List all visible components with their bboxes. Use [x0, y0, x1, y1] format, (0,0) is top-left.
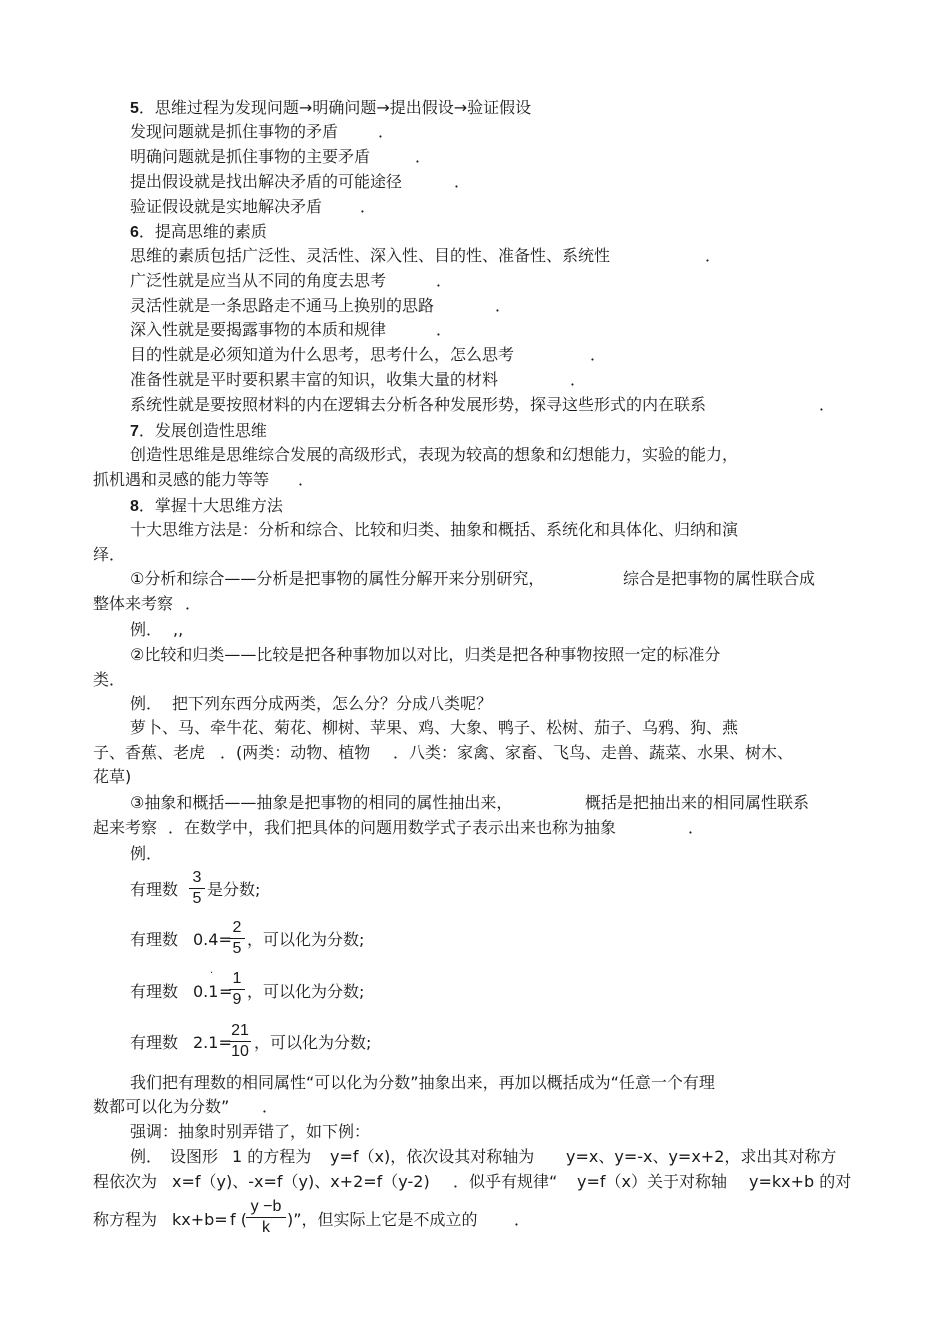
text-line: 创造性思维是思维综合发展的高级形式，表现为较高的想象和幻想能力，实验的能力， [130, 445, 739, 464]
text-line: 绎． [93, 545, 126, 564]
text-line: 目的性就是必须知道为什么思考，思考什么，怎么思考 [130, 345, 515, 364]
period-mark: ． [436, 271, 453, 290]
text-line: 提出假设就是找出解决矛盾的可能途径 [130, 172, 403, 191]
text-line: 思维的素质包括广泛性、灵活性、深入性、目的性、准备性、系统性 [130, 246, 611, 265]
fraction [229, 970, 245, 1009]
text-line: 称方程为 [93, 1210, 158, 1229]
text-line: 萝卜、马、牵牛花、菊花、柳树、苹果、鸡、大象、鸭子、松树、茄子、乌鸦、狗、燕 [130, 718, 739, 737]
numerator: 3 [192, 869, 202, 886]
text-line: y=kx+b 的对 [749, 1172, 852, 1191]
text-line: 花草) [93, 767, 132, 786]
text-line: 验证假设就是实地解决矛盾 [130, 197, 323, 216]
text-line: 强调：抽象时别弄错了，如下例： [130, 1122, 371, 1141]
text-line: ．(两类：动物、植物 [220, 743, 371, 762]
period-mark: ． [185, 594, 202, 613]
text-line: 十大思维方法是：分析和综合、比较和归类、抽象和概括、系统化和具体化、归纳和演 [130, 520, 739, 539]
section-number: 7 [130, 423, 139, 440]
period-mark: ． [688, 818, 705, 837]
text-line: 子、香蕉、老虎 [93, 743, 206, 762]
denominator: 9 [232, 991, 242, 1008]
text-line: ①分析和综合——分析是把事物的属性分解开来分别研究， [130, 569, 545, 588]
text-line: 0.1 [193, 982, 219, 1001]
text-line: 抓机遇和灵感的能力等等 [93, 470, 270, 489]
text-line: ．似乎有规律“ [453, 1172, 558, 1191]
denominator: 10 [231, 1043, 249, 1060]
text-line: 准备性就是平时要积累丰富的知识，收集大量的材料 [130, 370, 499, 389]
text-line: y=f（x）关于对称轴 [577, 1172, 727, 1191]
repeating-dot: · [210, 968, 214, 979]
period-mark: ． [705, 246, 722, 265]
section-title: ．掌握十大思维方法 [138, 496, 283, 515]
example-label: 例． [130, 694, 163, 713]
text-line: 发现问题就是抓住事物的矛盾 [130, 122, 339, 141]
fraction [246, 1198, 286, 1237]
period-mark: ． [298, 470, 315, 489]
numerator: 2 [232, 919, 242, 936]
period-mark: ． [570, 370, 587, 389]
text-line: 有理数 [130, 880, 179, 899]
text-line: 明确问题就是抓住事物的主要矛盾 [130, 147, 371, 166]
fraction [229, 919, 245, 958]
text-line: 0.4= [193, 930, 232, 949]
text-line: ．在数学中，我们把具体的问题用数学式子表示出来也称为抽象 [168, 818, 617, 837]
text-line: 设图形 [170, 1147, 219, 1166]
text-line: 起来考察 [93, 818, 158, 837]
text-line: 系统性就是要按照材料的内在逻辑去分析各种发展形势，探寻这些形式的内在联系 [130, 395, 707, 414]
example-label: 例． [130, 844, 163, 863]
text-line: 广泛性就是应当从不同的角度去思考 [130, 271, 387, 290]
period-mark: ． [360, 197, 377, 216]
text-line: )”，但实际上它是不成立的 [287, 1210, 478, 1229]
section-number: 6 [130, 224, 139, 241]
denominator: k [262, 1219, 270, 1236]
period-mark: ． [819, 395, 836, 414]
text-line: ，可以化为分数; [247, 930, 365, 949]
text-line: x=f（y)、-x=f（y)、x+2=f（y-2) [172, 1172, 430, 1191]
text-line: ②比较和归类——比较是把各种事物加以对比，归类是把各种事物按照一定的标准分 [130, 645, 721, 664]
text-line: y=f（x)，依次设其对称轴为 [330, 1147, 535, 1166]
fraction [229, 1022, 251, 1061]
section-number: 5 [130, 100, 139, 117]
example-label: 例． [130, 620, 163, 639]
section-number: 8 [130, 498, 139, 515]
text-line: ，可以化为分数; [247, 982, 365, 1001]
text-line: f ( [230, 1210, 247, 1229]
denominator: 5 [232, 940, 242, 957]
section-5-heading [130, 98, 531, 119]
denominator: 5 [192, 890, 202, 907]
text-line: 有理数 [130, 930, 179, 949]
numerator: 21 [231, 1022, 249, 1039]
text-line: y=x、y=-x、y=x+2，求出其对称方 [566, 1147, 837, 1166]
example-label: 例． [130, 1147, 163, 1166]
text-line: 是分数; [207, 880, 261, 899]
text-line: 深入性就是要揭露事物的本质和规律 [130, 320, 387, 339]
text-line: ③抽象和概括——抽象是把事物的相同的属性抽出来， [130, 793, 513, 812]
section-title: ．提高思维的素质 [138, 222, 267, 241]
text-line: 把下列东西分成两类，怎么分？分成八类呢？ [172, 694, 493, 713]
period-mark: ． [262, 1097, 279, 1116]
period-mark: ． [436, 320, 453, 339]
text-line: 1 的方程为 [232, 1147, 312, 1166]
period-mark: ． [514, 1210, 531, 1229]
text-line: 综合是把事物的属性联合成 [623, 569, 816, 588]
text-line: 我们把有理数的相同属性“可以化为分数”抽象出来，再加以概括成为“任意一个有理 [130, 1073, 715, 1092]
text-line: 整体来考察 [93, 594, 174, 613]
section-6-heading [130, 222, 267, 243]
text-line: 概括是把抽出来的相同属性联系 [585, 793, 810, 812]
text-line: 有理数 [130, 1033, 179, 1052]
period-mark: ． [495, 296, 512, 315]
section-8-heading [130, 496, 283, 517]
text-line: kx+b= [172, 1210, 228, 1229]
period-mark: ． [415, 147, 432, 166]
text-line: = [219, 982, 233, 1001]
numerator: y −b [250, 1198, 282, 1215]
fraction [189, 869, 205, 908]
period-mark: ． [454, 172, 471, 191]
section-7-heading [130, 421, 267, 442]
period-mark: ． [590, 345, 607, 364]
section-title: ．发展创造性思维 [138, 421, 267, 440]
text-line: ,, [173, 620, 184, 639]
period-mark: ． [378, 122, 395, 141]
text-line: 有理数 [130, 982, 179, 1001]
text-line: 数都可以化为分数” [93, 1097, 230, 1116]
text-line: 2.1= [193, 1033, 232, 1052]
text-line: 类． [93, 670, 126, 689]
text-line: ，可以化为分数; [254, 1033, 372, 1052]
text-line: 灵活性就是一条思路走不通马上换别的思路 [130, 296, 435, 315]
section-title: ．思维过程为发现问题→明确问题→提出假设→验证假设 [138, 98, 532, 117]
text-line: 程依次为 [93, 1172, 158, 1191]
numerator: 1 [232, 970, 242, 987]
text-line: ．八类：家禽、家畜、飞鸟、走兽、蔬菜、水果、树木、 [393, 743, 794, 762]
